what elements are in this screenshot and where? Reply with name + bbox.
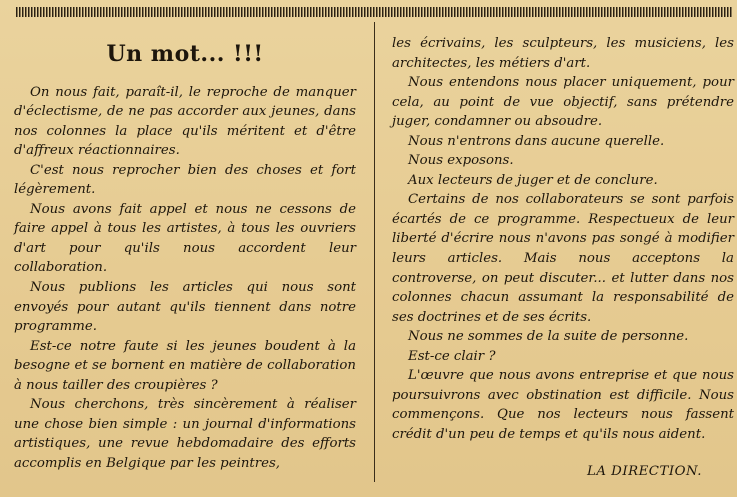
paragraph: Nous exposons. bbox=[408, 153, 514, 169]
column-divider bbox=[374, 22, 375, 482]
top-decorative-rule bbox=[16, 7, 733, 17]
paragraph-continuation: les écrivains, les sculpteurs, les musiciens, les architectes, les métiers d'art. bbox=[392, 36, 734, 71]
paragraph: On nous fait, paraît-il, le reproche de manquer d'éclectisme, de ne pas accorder aux jeunes, dans nos colonnes la place qu'ils méritent et d'être d'affreux réactionnaires. bbox=[14, 84, 356, 159]
paragraph: Nous n'entrons dans aucune querelle. bbox=[408, 133, 665, 149]
paragraph: Nous publions les articles qui nous sont envoyés pour autant qu'ils tiennent dans notre programme. bbox=[14, 280, 356, 335]
signature: LA DIRECTION. bbox=[587, 464, 702, 479]
left-column bbox=[14, 20, 356, 473]
paragraph: L'œuvre que nous avons entreprise et que nous poursuivrons avec obstination est difficile. Nous commençons. Que nos lecteurs nous fassent crédit d'un peu de temps et qu'ils nous aident. bbox=[392, 368, 734, 442]
paragraph: Est-ce clair ? bbox=[408, 348, 496, 364]
article-title: Un mot... !!! bbox=[106, 41, 264, 67]
paragraph: C'est nous reprocher bien des choses et fort légèrement. bbox=[14, 162, 356, 198]
paragraph: Nous entendons nous placer uniquement, pour cela, au point de vue objectif, sans prétendre juger, condamner ou absoudre. bbox=[392, 75, 734, 130]
paragraph: Nous avons fait appel et nous ne cessons de faire appel à tous les artistes, à tous les ouvriers d'art pour qu'ils nous accordent leur collaboration. bbox=[14, 201, 356, 276]
paragraph: Nous ne sommes de la suite de personne. bbox=[408, 329, 689, 345]
paragraph: Aux lecteurs de juger et de conclure. bbox=[408, 172, 658, 188]
right-column bbox=[392, 34, 734, 444]
paragraph: Nous cherchons, très sincèrement à réaliser une chose bien simple : un journal d'informations artistiques, une revue hebdomadaire des efforts accomplis en Belgique par les peintres, bbox=[14, 397, 356, 471]
paragraph: Est-ce notre faute si les jeunes boudent à la besogne et se bornent en matière de collaboration à nous tailler des croupières ? bbox=[14, 338, 356, 393]
paragraph: Certains de nos collaborateurs se sont parfois écartés de ce programme. Respectueux de leur liberté d'écrire nous n'avons pas songé à modifier leurs articles. Mais nous acceptons la controverse, on peut discuter... et lutter dans nos colonnes chacun assumant la responsabilité de ses doctrines et de ses écrits. bbox=[392, 192, 734, 325]
